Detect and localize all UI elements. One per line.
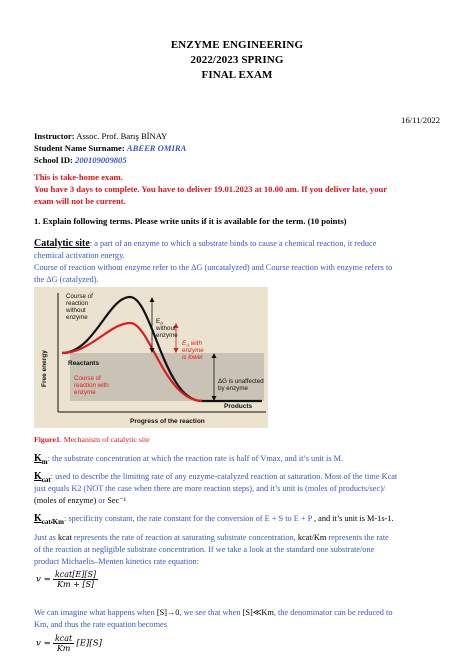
kcat-line-3	[34, 495, 126, 506]
notice-line-2: You have 3 days to complete. You have to deliver 19.01.2023 at 10.00 am. If you deliver late, your	[34, 184, 388, 194]
label-reactants: Reactants	[68, 360, 100, 367]
x-axis-label: Progress of the reaction	[130, 418, 205, 425]
student-line	[34, 143, 186, 154]
instructor-value: Assoc. Prof. Barış BİNAY	[74, 131, 168, 141]
label-ea-without: $E_A$ without enzyme	[156, 318, 178, 339]
kcat-line-2: just equals K2 (NOT the case when there are more reaction steps), and it’s unit is (moles of products/sec)/	[34, 484, 386, 493]
km-symbol: $K_m$	[34, 453, 48, 466]
exam-title: FINAL EXAM	[201, 69, 273, 81]
catalytic-figure	[34, 287, 268, 428]
kcat-unit-b: or	[96, 496, 108, 505]
para1-line-3: product Michaelis–Menten kinetics rate equation:	[34, 557, 199, 566]
figure-caption-label: Figure1	[34, 435, 60, 444]
label-course-without: Course of reaction without enzyme	[66, 293, 93, 321]
exam-date: 16/11/2022	[401, 115, 440, 125]
kcat-unit-c: Sec⁻¹	[107, 496, 127, 505]
notice-line-1: This is take-home exam.	[34, 172, 123, 182]
catalytic-line-3: Course of reaction without enzyme refer to the ΔG (uncatalyzed) and Course reaction with enzyme refers to	[34, 263, 393, 272]
label-course-with: Course of reaction with enzyme	[74, 375, 109, 396]
notice-line-3: exam will not be current.	[34, 196, 126, 206]
kcat-definition-1: : used to describe the limiting rate of any enzyme-catalyzed reaction at saturation. Most of the time Kcat	[50, 472, 398, 481]
energy-diagram	[34, 287, 268, 428]
para2-line-1: We can imagine what happens when [S]→0, we see that when [S]≪Km, the denominator can be reduced to	[34, 608, 393, 617]
eq2-fraction	[53, 634, 74, 653]
catalytic-def-2: chemical activation energy.	[34, 251, 125, 260]
instructor-label: Instructor:	[34, 131, 75, 141]
school-id-label: School ID:	[34, 155, 73, 165]
catalytic-line-1	[34, 238, 376, 249]
label-delta-g: ΔG is unaffected by enzyme	[218, 378, 264, 392]
kcatkm-symbol: $K_{cat/Km}$	[34, 513, 64, 526]
eq2-lhs: v =	[36, 638, 51, 649]
figure-caption-text: . Mechanism of catalytic site	[59, 435, 150, 444]
km-definition: : the substrate concentration at which the reaction rate is half of Vmax, and it’s unit is M.	[47, 454, 344, 463]
km-line	[34, 453, 343, 468]
kcat-symbol: $K_{cat}$	[34, 471, 51, 484]
eq2-denominator: Km	[56, 644, 71, 653]
school-id-value: 200109009805	[75, 155, 127, 165]
y-axis-label: Free energy	[41, 350, 48, 387]
reduced-rate-equation	[36, 634, 102, 653]
eq2-numerator: kcat	[54, 634, 73, 643]
kcat-unit-a: (moles of enzyme)	[34, 496, 97, 505]
catalytic-term: Catalytic site	[34, 238, 90, 249]
para1-line-2: of the reaction at negligible substrate concentration. If we take a look at the standard one substrate/one	[34, 545, 375, 554]
instructor-line	[34, 131, 167, 142]
label-products: Products	[224, 403, 253, 410]
figure-caption	[34, 435, 150, 444]
kcatkm-line	[34, 513, 394, 528]
catalytic-def-1: : a part of an enzyme to which a substrate binds to cause a chemical reaction, it reduce	[89, 239, 377, 248]
para1-line-1: Just as kcat represents the rate of reaction at saturating substrate concentration, kcat/Km represents the rate	[34, 533, 389, 542]
michaelis-menten-equation	[36, 570, 98, 589]
semester-title: 2022/2023 SPRING	[190, 54, 284, 66]
student-label: Student Name Surname:	[34, 143, 125, 153]
kcatkm-definition-a: : specificity constant, the rate constant for the conversion of E + S to E + P	[63, 514, 312, 523]
question-1: 1. Explain following terms. Please write units if it is available for the term. (10 points)	[34, 216, 347, 226]
kcatkm-definition-b: , and it’s unit is M-1s-1.	[311, 514, 394, 523]
label-ea-with: $E_A$ with enzyme is lower	[182, 340, 204, 361]
eq1-denominator: Km + [S]	[56, 580, 95, 589]
para2-line-2: Km, and thus the rate equation becomes	[34, 620, 167, 629]
catalytic-line-4: the ΔG (catalyzed).	[34, 275, 99, 284]
eq2-tail: [E][S]	[76, 638, 102, 649]
eq1-fraction	[53, 570, 98, 589]
school-id-line	[34, 155, 127, 166]
eq1-numerator: kcat[E][S]	[54, 570, 97, 579]
course-title: ENZYME ENGINEERING	[170, 39, 304, 51]
eq1-lhs: v =	[36, 574, 51, 585]
student-value: ABEER OMIRA	[126, 143, 187, 153]
